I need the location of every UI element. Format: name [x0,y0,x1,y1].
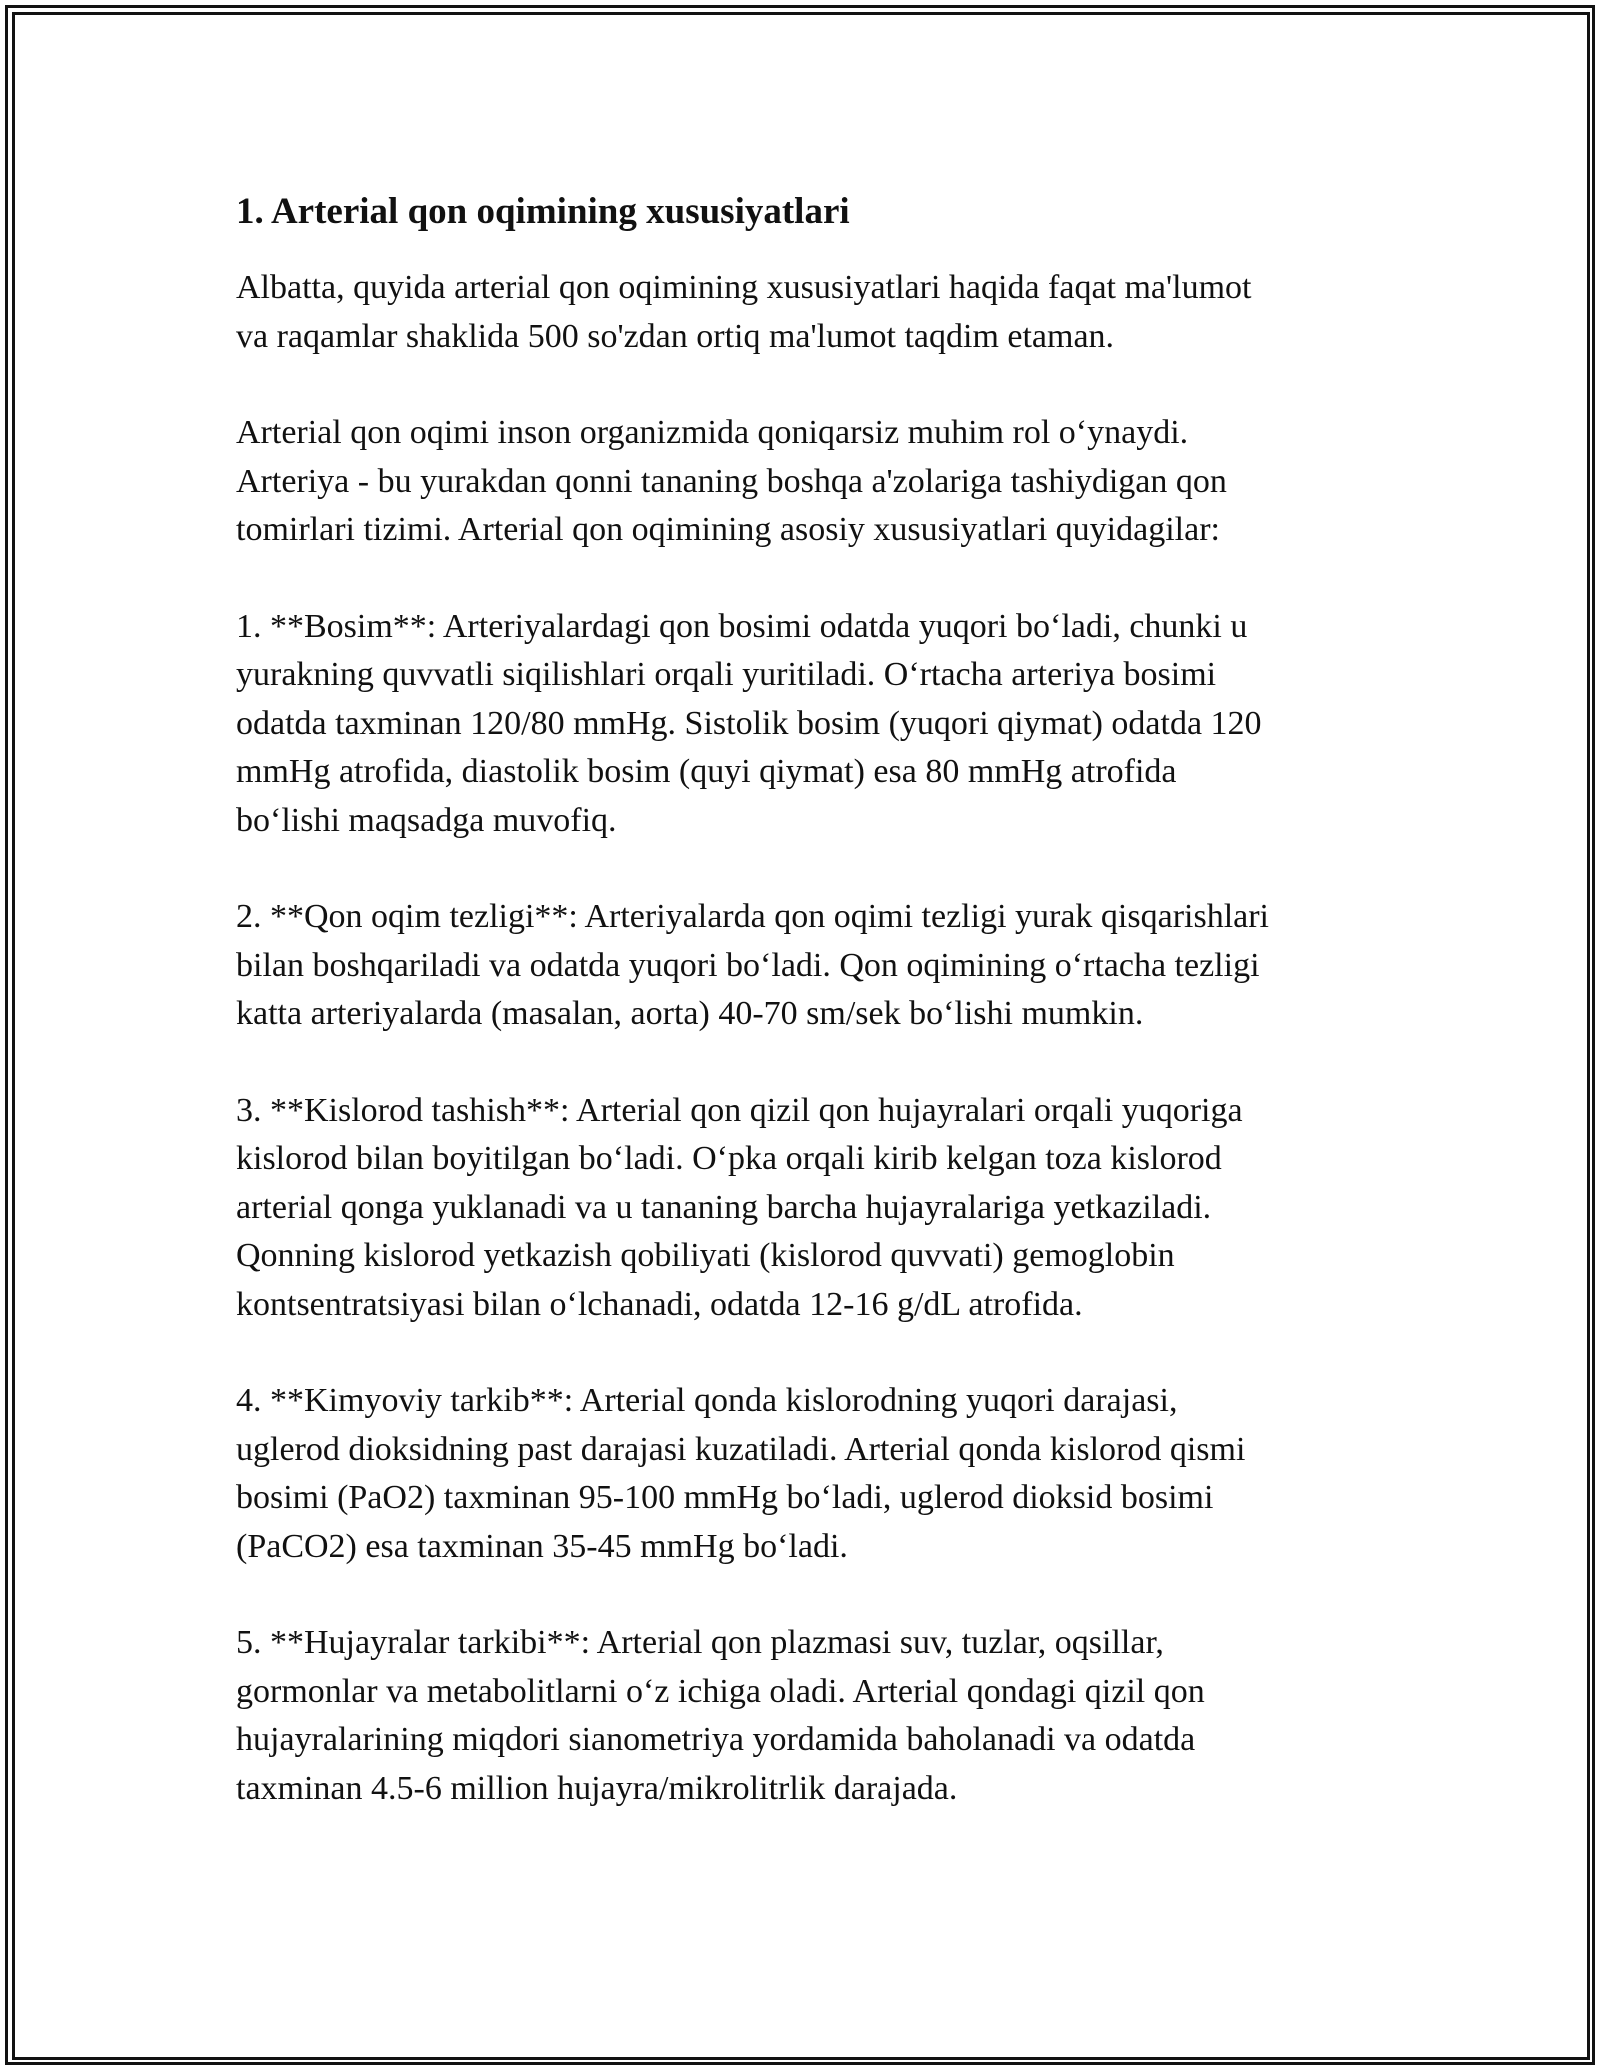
list-item-flow-speed: 2. **Qon oqim tezligi**: Arteriyalarda qon oqimi tezligi yurak qisqarishlari bilan boshqariladi va odatda yuqori boʻladi. Qon oqimining oʻrtacha tezligi katta arteriyalarda (masalan, aorta) 40-70 sm/sek boʻlishi mumkin. [236,898,1269,1032]
document-body [236,186,1376,1861]
list-item-chemical-composition: 4. **Kimyoviy tarkib**: Arterial qonda kislorodning yuqori darajasi, uglerod dioksidning past darajasi kuzatiladi. Arterial qonda kislorod qismi bosimi (PaO2) taxminan 95-100 mmHg boʻladi, uglerod dioksid bosimi (PaCO2) esa taxminan 35-45 mmHg boʻladi. [236,1382,1246,1565]
intro-paragraph: Albatta, quyida arterial qon oqimining xususiyatlari haqida faqat ma'lumot va raqamlar shaklida 500 so'zdan ortiq ma'lumot taqdim etaman. [236,269,1252,355]
list-item-pressure: 1. **Bosim**: Arteriyalardagi qon bosimi odatda yuqori boʻladi, chunki u yurakning quvvatli siqilishlari orqali yuritiladi. Oʻrtacha arteriya bosimi odatda taxminan 120/80 mmHg. Sistolik bosim (yuqori qiymat) odatda 120 mmHg atrofida, diastolik bosim (quyi qiymat) esa 80 mmHg atrofida boʻlishi maqsadga muvofiq. [236,607,1262,839]
section-heading: 1. Arterial qon oqimining xususiyatlari [236,191,850,232]
overview-paragraph: Arterial qon oqimi inson organizmida qoniqarsiz muhim rol oʻynaydi. Arteriya - bu yurakdan qonni tananing boshqa a'zolariga tashiydigan qon tomirlari tizimi. Arterial qon oqimining asosiy xususiyatlari quyidagilar: [236,414,1227,548]
list-item-oxygen-transport: 3. **Kislorod tashish**: Arterial qon qizil qon hujayralari orqali yuqoriga kislorod bilan boyitilgan boʻladi. Oʻpka orqali kirib kelgan toza kislorod arterial qonga yuklanadi va u tananing barcha hujayralariga yetkaziladi. Qonning kislorod yetkazish qobiliyati (kislorod quvvati) gemoglobin kontsentratsiyasi bilan oʻlchanadi, odatda 12-16 g/dL atrofida. [236,1091,1243,1323]
list-item-cell-composition: 5. **Hujayralar tarkibi**: Arterial qon plazmasi suv, tuzlar, oqsillar, gormonlar va metabolitlarni oʻz ichiga oladi. Arterial qondagi qizil qon hujayralarining miqdori sianometriya yordamida baholanadi va odatda taxminan 4.5-6 million hujayra/mikrolitrlik darajada. [236,1624,1205,1807]
